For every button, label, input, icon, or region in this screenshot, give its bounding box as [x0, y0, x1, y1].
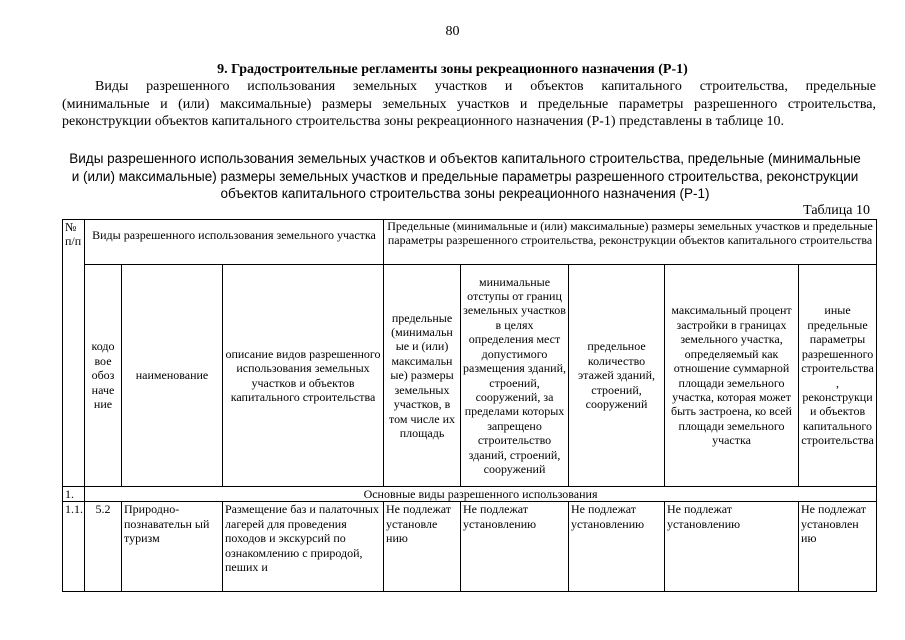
paragraph-line: реконструкции объектов капитального строительства зоны рекреационного назначения (Р-1) представлены в таблице 10. — [62, 114, 785, 129]
header-name: наименование — [122, 265, 223, 487]
row-coverage: Не подлежат установлению — [665, 502, 799, 592]
row-code: 5.2 — [85, 502, 122, 592]
table-row — [63, 502, 877, 592]
row-size: Не подлежат установле нию — [384, 502, 461, 592]
caption-line: и (или) максимальные) размеры земельных участков и предельные параметры разрешенного строительства, реконструкции — [71, 168, 859, 184]
header-floors: предельное количество этажей зданий, строений, сооружений — [569, 265, 665, 487]
header-other: иные предельные параметры разрешенного строительства, реконструкции объектов капитального строительства — [799, 265, 877, 487]
header-group-right: Предельные (минимальные и (или) максимальные) размеры земельных участков и предельные параметры разрешенного строительства, реконструкции объектов капитального строительства — [384, 220, 877, 265]
regulations-table — [62, 219, 877, 592]
header-num: № п/п — [63, 220, 85, 487]
caption-line: Виды разрешенного использования земельных участков и объектов капитального строительства, предельные (минимальные — [69, 151, 861, 166]
row-other: Не подлежат установлен ию — [799, 502, 877, 592]
table-subheader-row — [63, 265, 877, 487]
paragraph-line: (минимальные и (или) максимальные) размеры земельных участков и предельные параметры разрешенного строительства, — [62, 96, 876, 112]
row-description: Размещение баз и палаточных лагерей для проведения походов и экскурсий по ознакомлению с природой, пеших и — [223, 502, 384, 592]
section-paragraph — [62, 78, 876, 131]
table-header-row — [63, 220, 877, 265]
header-setback: минимальные отступы от границ земельных участков в целях определения мест допустимого размещения зданий, строений, сооружений, за пределами которых запрещено строительство зданий, строений, сооружений — [461, 265, 569, 487]
page-number: 80 — [445, 24, 460, 39]
row-setback: Не подлежат установлению — [461, 502, 569, 592]
header-coverage: максимальный процент застройки в границах земельного участка, определяемый как отношение суммарной площади земельного участка, которая может быть застроена, ко всей площади земельного участка — [665, 265, 799, 487]
header-code: кодо вое обоз наче ние — [85, 265, 122, 487]
header-description: описание видов разрешенного использования земельных участков и объектов капитального строительства — [223, 265, 384, 487]
section-num: 1. — [63, 487, 85, 502]
section-heading: 9. Градостроительные регламенты зоны рекреационного назначения (Р-1) — [217, 62, 688, 77]
row-floors: Не подлежат установлению — [569, 502, 665, 592]
paragraph-line: Виды разрешенного использования земельных участков и объектов капитального строительства, предельные — [95, 79, 876, 94]
header-size: предельные (минимальн ые и (или) максимальн ые) размеры земельных участков, в том числе их площадь — [384, 265, 461, 487]
table-section-row — [63, 487, 877, 502]
table-caption — [55, 150, 875, 203]
row-name: Природно-познавательн ый туризм — [122, 502, 223, 592]
caption-line: объектов капитального строительства зоны рекреационного назначения (Р-1) — [220, 186, 710, 201]
table-label: Таблица 10 — [803, 203, 870, 218]
section-title: Основные виды разрешенного использования — [85, 487, 877, 502]
row-num: 1.1. — [63, 502, 85, 592]
header-group-left: Виды разрешенного использования земельного участка — [85, 220, 384, 265]
